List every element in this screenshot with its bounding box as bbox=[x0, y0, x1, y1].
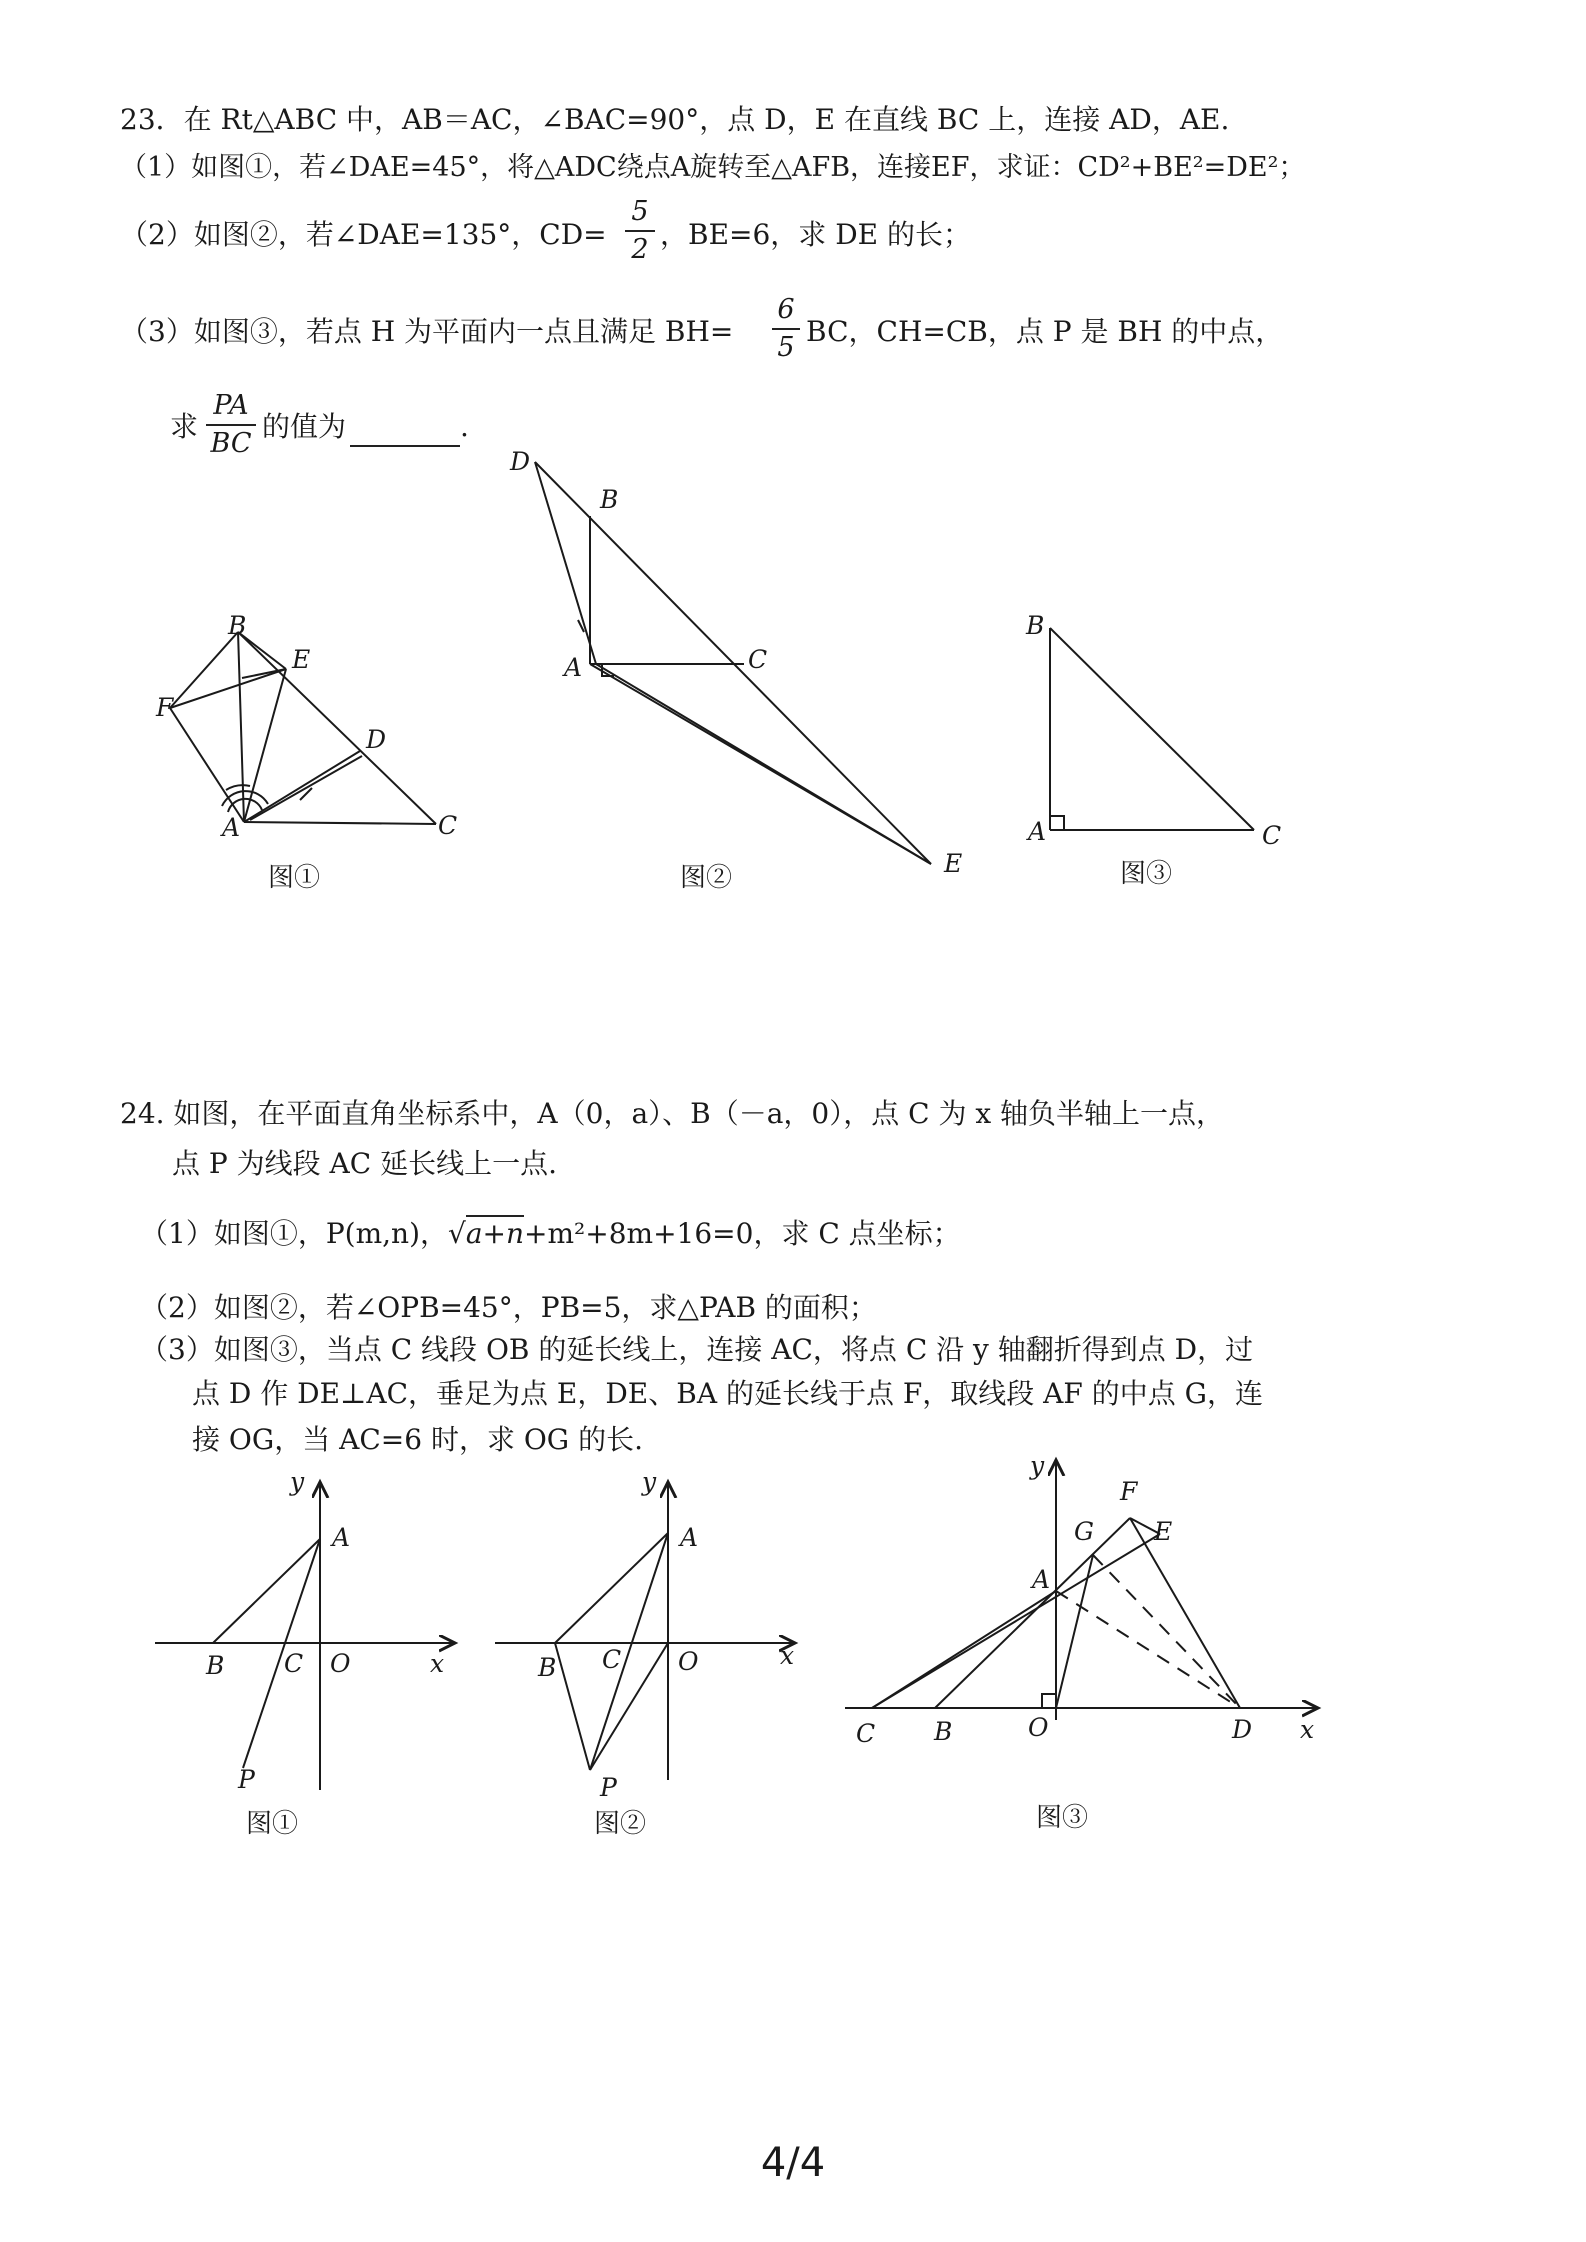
q23-part3-pre: （3）如图③，若点 H 为平面内一点且满足 BH= bbox=[120, 315, 734, 348]
q24-fig3-label-g: G bbox=[1074, 1517, 1094, 1546]
q23-line1: 23．在 Rt△ABC 中，AB＝AC，∠BAC=90°，点 D，E 在直线 BC 上，连接 AD，AE. bbox=[120, 103, 1230, 136]
q23-part3-post: BC，CH=CB，点 P 是 BH 的中点， bbox=[806, 315, 1284, 348]
fig3-label-b: B bbox=[1026, 611, 1045, 640]
q24-fig3-label-c: C bbox=[856, 1719, 876, 1748]
fig2-caption: 图② bbox=[680, 863, 733, 893]
q24-fig1-label-b: B bbox=[206, 1651, 225, 1680]
fig2-label-e: E bbox=[944, 849, 963, 878]
q24-fig3-label-o: O bbox=[1028, 1713, 1049, 1742]
q24-part3-l2: 点 D 作 DE⊥AC，垂足为点 E，DE、BA 的延长线于点 F，取线段 AF 的中点 G，连 bbox=[192, 1377, 1263, 1410]
fig2-label-d: D bbox=[510, 447, 531, 476]
frac-numerator: 6 bbox=[777, 294, 795, 325]
q24-fig2-label-x: x bbox=[780, 1641, 795, 1670]
q24-fig1-label-o: O bbox=[330, 1649, 351, 1678]
fig3-label-a: A bbox=[1028, 817, 1047, 846]
q24-fig1-label-c: C bbox=[284, 1649, 304, 1678]
page-number: 4/4 bbox=[760, 2140, 826, 2186]
q23-part2-post: ，BE=6，求 DE 的长； bbox=[660, 218, 971, 251]
fig1-label-b: B bbox=[228, 611, 247, 640]
q23-part3b-end: . bbox=[460, 410, 469, 443]
frac-numerator: PA bbox=[213, 390, 249, 421]
fig1-caption: 图① bbox=[268, 863, 321, 893]
fig1-label-c: C bbox=[438, 811, 458, 840]
sqrt-symbol: √ bbox=[448, 1217, 466, 1250]
q23-part3b-post-text: 的值为 bbox=[262, 410, 347, 443]
q24-fig3-label-f: F bbox=[1120, 1477, 1138, 1506]
q24-fig3-label-x: x bbox=[1300, 1715, 1315, 1744]
q24-fig2-label-o: O bbox=[678, 1647, 699, 1676]
q24-fig3-label-d: D bbox=[1232, 1715, 1253, 1744]
q24-fig2-label-y: y bbox=[642, 1467, 657, 1496]
q23-part2-pre: （2）如图②，若∠DAE=135°，CD= bbox=[120, 218, 607, 251]
frac-denominator: 5 bbox=[777, 332, 795, 363]
q24-fig1-label-p: P bbox=[238, 1765, 255, 1794]
q24-fig3-label-a: A bbox=[1032, 1565, 1051, 1594]
q24-part1-post: +m²+8m+16=0，求 C 点坐标； bbox=[524, 1217, 961, 1250]
q24-fig3-label-e: E bbox=[1154, 1517, 1173, 1546]
q23-part1: （1）如图①，若∠DAE=45°，将△ADC绕点A旋转至△AFB，连接EF，求证：CD²+BE²=DE²； bbox=[120, 152, 1306, 183]
fig1-label-a: A bbox=[222, 813, 241, 842]
q24-part3-l1: （3）如图③，当点 C 线段 OB 的延长线上，连接 AC，将点 C 沿 y 轴翻折得到点 D，过 bbox=[140, 1333, 1254, 1366]
q24-line1: 24. 如图，在平面直角坐标系中，A（0，a）、B（－a，0），点 C 为 x 轴负半轴上一点， bbox=[120, 1097, 1225, 1130]
q23-part3b-pre: 求 bbox=[170, 410, 199, 443]
frac-denominator: BC bbox=[210, 428, 252, 459]
q24-fig3-caption: 图③ bbox=[1036, 1803, 1089, 1833]
q24-fig1-label-y: y bbox=[290, 1467, 305, 1496]
frac-numerator: 5 bbox=[631, 196, 649, 227]
q24-fig2 bbox=[495, 1482, 795, 1780]
q24-fig2-caption: 图② bbox=[594, 1809, 647, 1839]
q24-fig2-label-c: C bbox=[602, 1645, 622, 1674]
frac-denominator: 2 bbox=[631, 234, 649, 265]
q24-fig2-label-b: B bbox=[538, 1653, 557, 1682]
q24-fig2-label-a: A bbox=[680, 1523, 699, 1552]
q24-part3-l3: 接 OG，当 AC=6 时，求 OG 的长. bbox=[192, 1423, 643, 1456]
q24-fig1 bbox=[155, 1482, 455, 1790]
fig3-caption: 图③ bbox=[1120, 859, 1173, 889]
fig2-label-a: A bbox=[564, 653, 583, 682]
q24-line2: 点 P 为线段 AC 延长线上一点. bbox=[172, 1147, 557, 1180]
q24-part2: （2）如图②，若∠OPB=45°，PB=5，求△PAB 的面积； bbox=[140, 1291, 877, 1324]
q24-fig1-label-a: A bbox=[332, 1523, 351, 1552]
q24-part1-pre: （1）如图①，P(m,n)， bbox=[140, 1217, 448, 1250]
q24-fig2-label-p: P bbox=[600, 1773, 617, 1802]
fig3-label-c: C bbox=[1262, 821, 1282, 850]
q24-fig3-label-y: y bbox=[1030, 1451, 1045, 1480]
fig2-label-c: C bbox=[748, 645, 768, 674]
fig1-label-d: D bbox=[366, 725, 387, 754]
q24-fig3-label-b: B bbox=[934, 1717, 953, 1746]
q24-fig3 bbox=[845, 1460, 1318, 1720]
fig1-label-e: E bbox=[292, 645, 311, 674]
q24-fig1-label-x: x bbox=[430, 1649, 445, 1678]
fig2-label-b: B bbox=[600, 485, 619, 514]
q24-part1-radicand: a+n bbox=[465, 1217, 525, 1250]
fig1-label-f: F bbox=[156, 693, 174, 722]
q24-fig1-caption: 图① bbox=[246, 1809, 299, 1839]
